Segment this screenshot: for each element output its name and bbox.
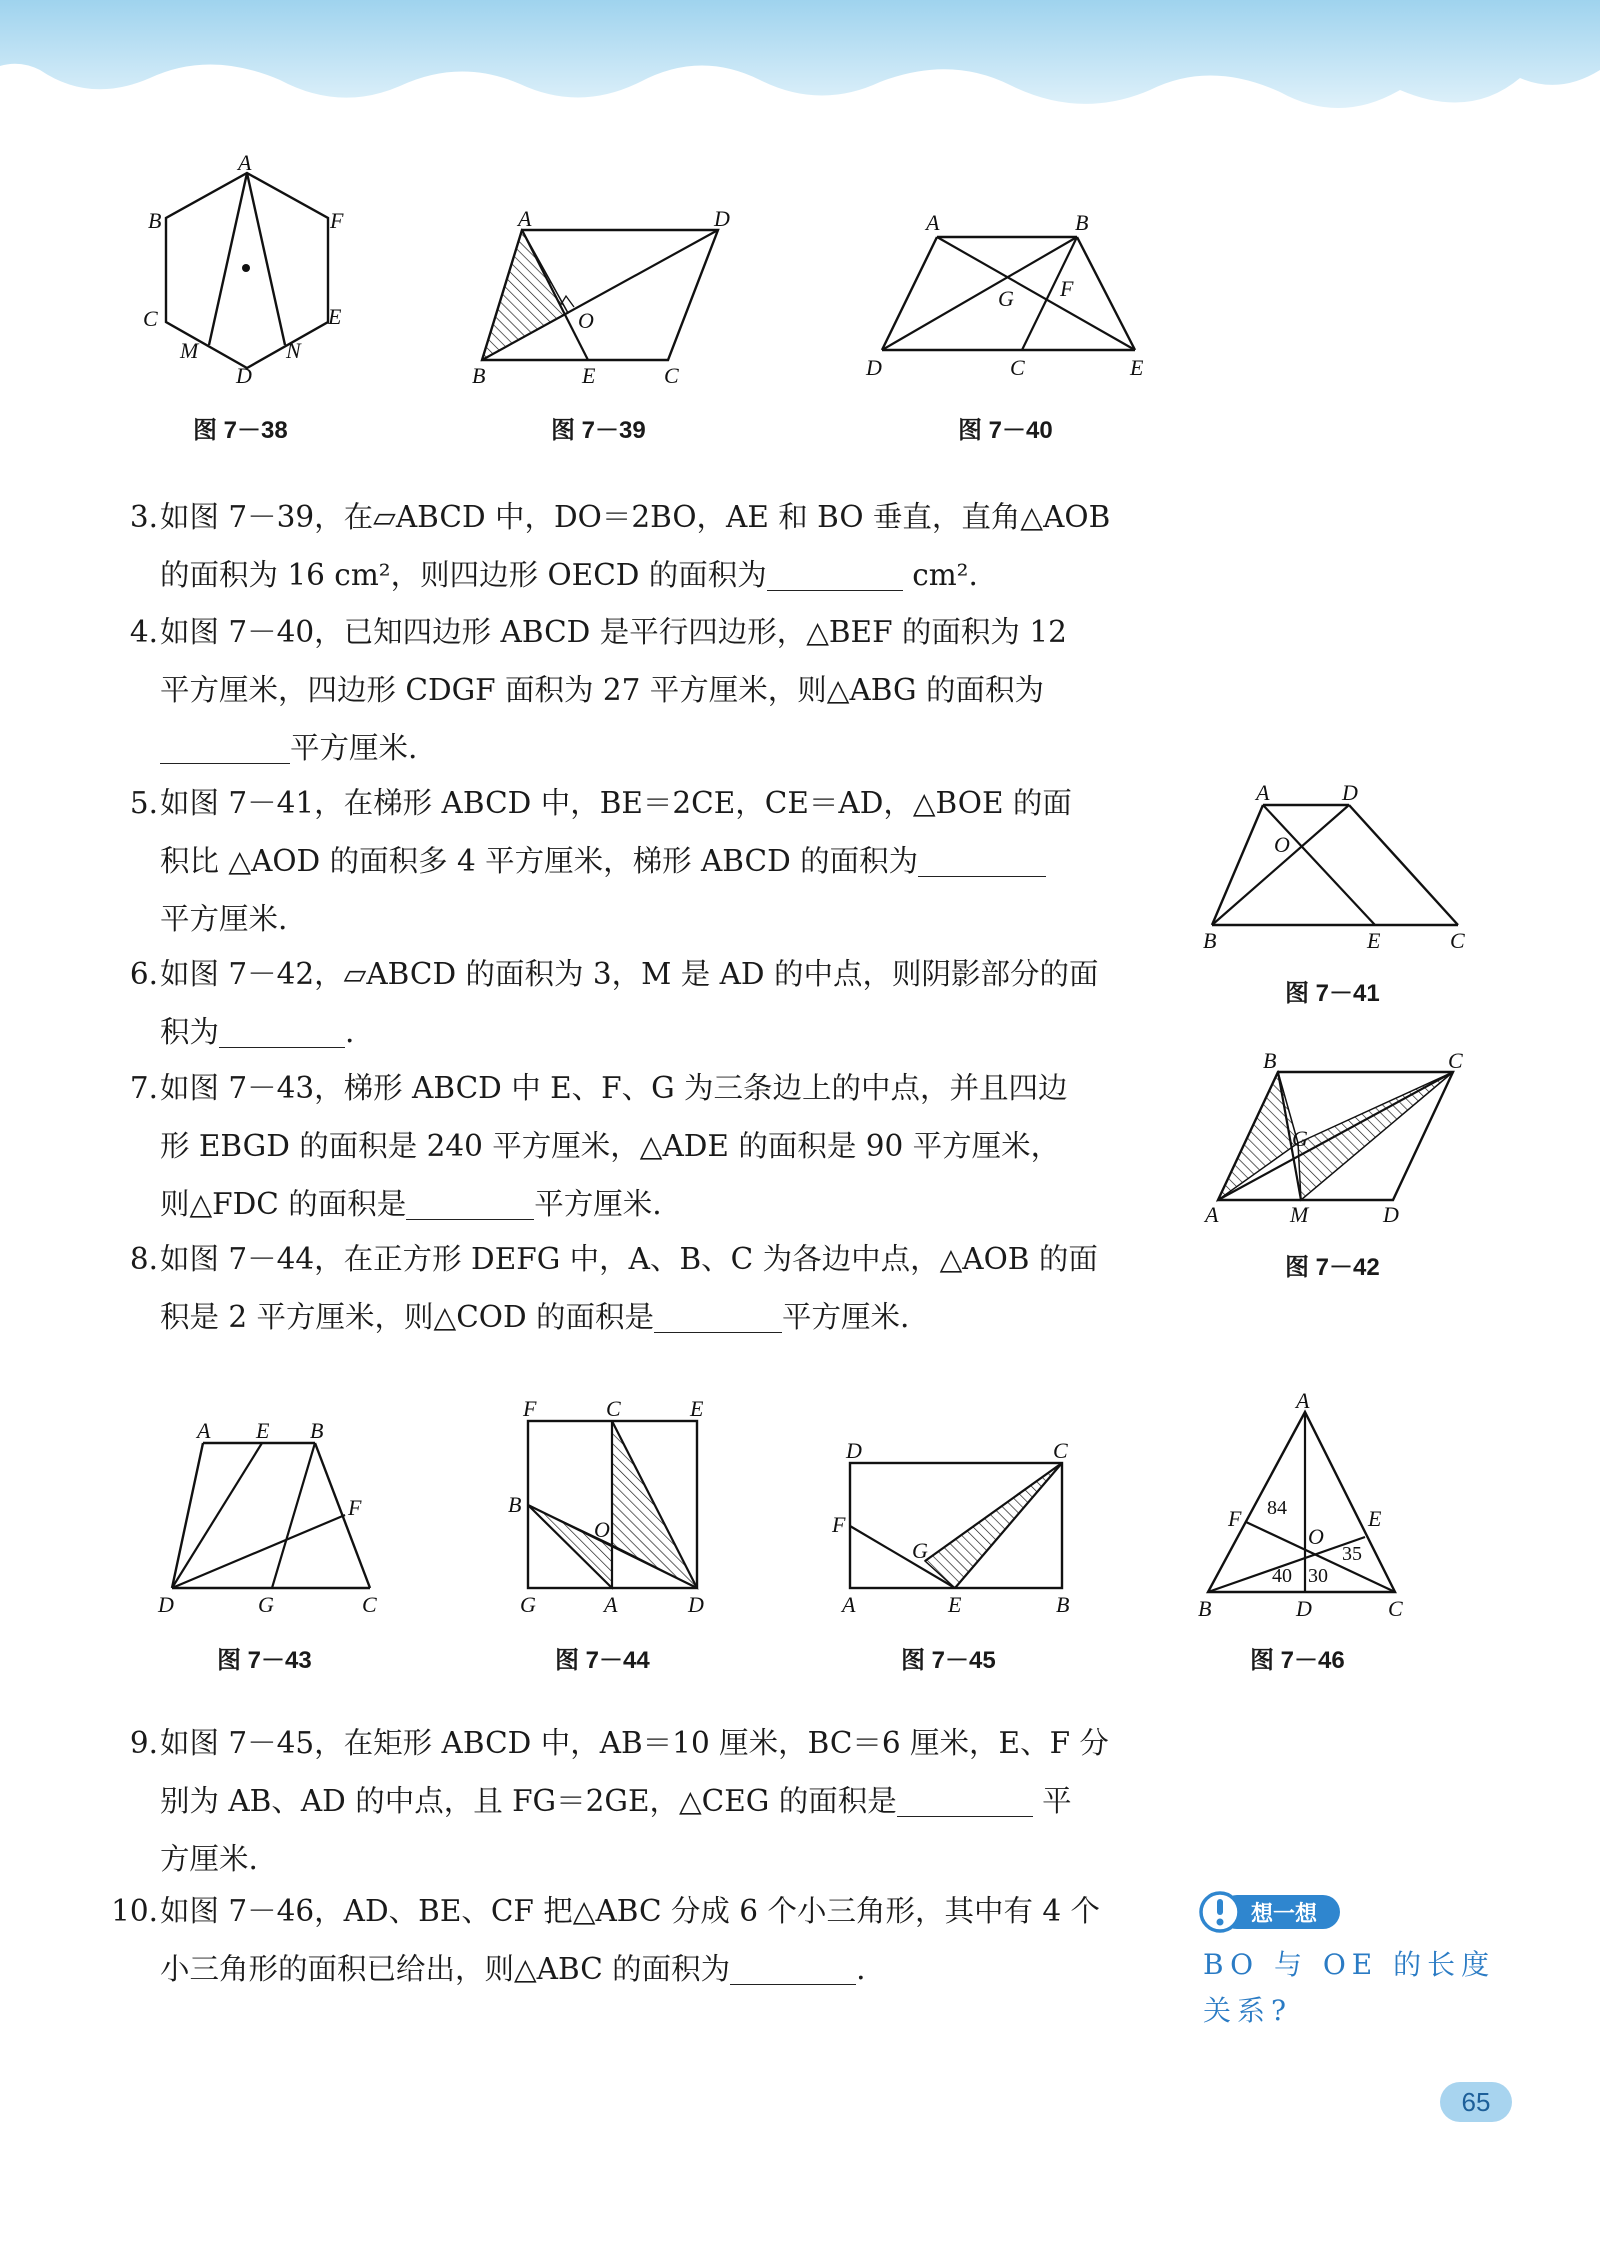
label-D: D — [846, 1438, 862, 1463]
label-O: O — [578, 308, 594, 333]
area-84: 84 — [1267, 1497, 1287, 1519]
label-D: D — [236, 363, 252, 388]
label-E: E — [690, 1396, 704, 1421]
label-E: E — [1368, 1506, 1382, 1531]
label-C: C — [1010, 355, 1025, 380]
label-A: A — [1296, 1388, 1310, 1413]
problem-10: 10.如图 7－46，AD、BE、CF 把△ABC 分成 6 个小三角形，其中有 4 个 小三角形的面积已给出，则△ABC 的面积为 . — [160, 1882, 1100, 1998]
label-F: F — [330, 208, 344, 233]
answer-blank[interactable] — [160, 731, 290, 764]
caption-7-46: 图 7－46 — [1250, 1647, 1345, 1674]
problem-3: 3.如图 7－39，在▱ABCD 中，DO＝2BO，AE 和 BO 垂直，直角△AOB 的面积为 16 cm²，则四边形 OECD 的面积为 cm². — [160, 488, 1110, 604]
label-E: E — [582, 363, 596, 388]
figure-7-44 — [500, 1395, 730, 1625]
problem-number: 8. — [129, 1242, 158, 1276]
sky-header-decoration — [0, 0, 1600, 140]
label-B: B — [1203, 928, 1217, 953]
label-B: B — [1075, 210, 1089, 235]
problem-4: 4.如图 7－40，已知四边形 ABCD 是平行四边形，△BEF 的面积为 12 平方厘米，四边形 CDGF 面积为 27 平方厘米，则△ABG 的面积为 平方厘米. — [160, 603, 1067, 777]
problem-number: 7. — [129, 1071, 158, 1105]
label-G: G — [1292, 1126, 1308, 1151]
problem-number: 6. — [129, 957, 158, 991]
caption-7-43: 图 7－43 — [217, 1647, 312, 1674]
answer-blank[interactable] — [219, 1015, 345, 1048]
caption-7-40: 图 7－40 — [958, 417, 1053, 444]
label-E: E — [1367, 928, 1381, 953]
label-A: A — [926, 210, 940, 235]
label-D: D — [866, 355, 882, 380]
label-F: F — [348, 1495, 362, 1520]
area-35: 35 — [1342, 1543, 1362, 1565]
problem-number: 5. — [129, 786, 158, 820]
label-A: A — [604, 1592, 618, 1617]
label-F: F — [1060, 276, 1074, 301]
label-F: F — [1228, 1506, 1242, 1531]
label-C: C — [606, 1396, 621, 1421]
figure-7-43 — [150, 1410, 400, 1620]
label-G: G — [258, 1592, 274, 1617]
label-C: C — [664, 363, 679, 388]
problem-number: 10. — [111, 1894, 158, 1928]
problem-6: 6.如图 7－42，▱ABCD 的面积为 3，M 是 AD 的中点，则阴影部分的面 积为 . — [160, 945, 1098, 1061]
label-N: N — [286, 338, 301, 363]
label-O: O — [1308, 1524, 1324, 1549]
label-E: E — [256, 1418, 270, 1443]
figure-7-39 — [460, 200, 740, 400]
think-badge — [1198, 1890, 1354, 1934]
caption-7-38: 图 7－38 — [193, 417, 288, 444]
label-C: C — [362, 1592, 377, 1617]
label-D: D — [1296, 1596, 1312, 1621]
label-E: E — [948, 1592, 962, 1617]
label-D: D — [1342, 780, 1358, 805]
label-M: M — [180, 338, 199, 363]
label-O: O — [594, 1517, 610, 1542]
label-C: C — [1450, 928, 1465, 953]
problem-7: 7.如图 7－43，梯形 ABCD 中 E、F、G 为三条边上的中点，并且四边 形 EBGD 的面积是 240 平方厘米，△ADE 的面积是 90 平方厘米， 则△FDC 的面积是 平方厘米. — [160, 1059, 1068, 1233]
label-D: D — [714, 206, 730, 231]
label-A: A — [1205, 1202, 1219, 1227]
label-B: B — [472, 363, 486, 388]
label-M: M — [1290, 1202, 1309, 1227]
label-A: A — [197, 1418, 211, 1443]
problem-number: 3. — [129, 500, 158, 534]
label-D: D — [158, 1592, 174, 1617]
answer-blank[interactable] — [406, 1187, 534, 1220]
exclamation-icon — [1217, 1899, 1223, 1915]
label-A: A — [842, 1592, 856, 1617]
problem-number: 9. — [129, 1726, 158, 1760]
label-B: B — [1198, 1596, 1212, 1621]
label-B: B — [1056, 1592, 1070, 1617]
answer-blank[interactable] — [730, 1952, 856, 1985]
label-B: B — [148, 208, 162, 233]
problem-5: 5.如图 7－41，在梯形 ABCD 中，BE＝2CE，CE＝AD，△BOE 的面 积比 △AOD 的面积多 4 平方厘米，梯形 ABCD 的面积为 平方厘米. — [160, 774, 1072, 948]
caption-7-39: 图 7－39 — [551, 417, 646, 444]
label-B: B — [508, 1492, 522, 1517]
label-C: C — [1388, 1596, 1403, 1621]
label-O: O — [1274, 832, 1290, 857]
area-40: 40 — [1272, 1565, 1292, 1587]
answer-blank[interactable] — [654, 1300, 782, 1333]
label-F: F — [523, 1396, 537, 1421]
caption-7-44: 图 7－44 — [555, 1647, 650, 1674]
think-hint-text: BO 与 OE 的长度关系? — [1203, 1948, 1496, 2027]
caption-7-42: 图 7－42 — [1285, 1254, 1380, 1281]
label-E: E — [328, 304, 342, 329]
figure-7-40 — [860, 200, 1160, 390]
figure-7-41 — [1195, 775, 1480, 955]
label-A: A — [518, 206, 532, 231]
label-G: G — [912, 1538, 928, 1563]
think-badge-label: 想一想 — [1250, 1902, 1318, 1927]
label-D: D — [1383, 1202, 1399, 1227]
label-E: E — [1130, 355, 1144, 380]
problem-number: 4. — [129, 615, 158, 649]
problem-8: 8.如图 7－44，在正方形 DEFG 中，A、B、C 为各边中点，△AOB 的面 积是 2 平方厘米，则△COD 的面积是 平方厘米. — [160, 1230, 1098, 1346]
figure-7-42 — [1195, 1045, 1480, 1230]
label-A: A — [1256, 780, 1270, 805]
label-G: G — [998, 286, 1014, 311]
label-A: A — [238, 150, 252, 175]
label-B: B — [310, 1418, 324, 1443]
answer-blank[interactable] — [767, 558, 903, 591]
figure-7-46 — [1190, 1385, 1420, 1620]
figure-7-45 — [825, 1425, 1095, 1615]
area-30: 30 — [1308, 1565, 1328, 1587]
label-G: G — [520, 1592, 536, 1617]
label-D: D — [688, 1592, 704, 1617]
label-B: B — [1263, 1048, 1277, 1073]
answer-blank[interactable] — [918, 844, 1046, 877]
page-number: 65 — [1440, 2082, 1512, 2122]
caption-7-45: 图 7－45 — [901, 1647, 996, 1674]
answer-blank[interactable] — [897, 1784, 1033, 1817]
problem-9: 9.如图 7－45，在矩形 ABCD 中，AB＝10 厘米，BC＝6 厘米，E、F 分 别为 AB、AD 的中点，且 FG＝2GE，△CEG 的面积是 平 方厘米. — [160, 1714, 1109, 1888]
figure-7-38 — [140, 150, 380, 400]
label-C: C — [143, 306, 158, 331]
label-C: C — [1448, 1048, 1463, 1073]
caption-7-41: 图 7－41 — [1285, 980, 1380, 1007]
label-F: F — [832, 1512, 846, 1537]
label-C: C — [1053, 1438, 1068, 1463]
